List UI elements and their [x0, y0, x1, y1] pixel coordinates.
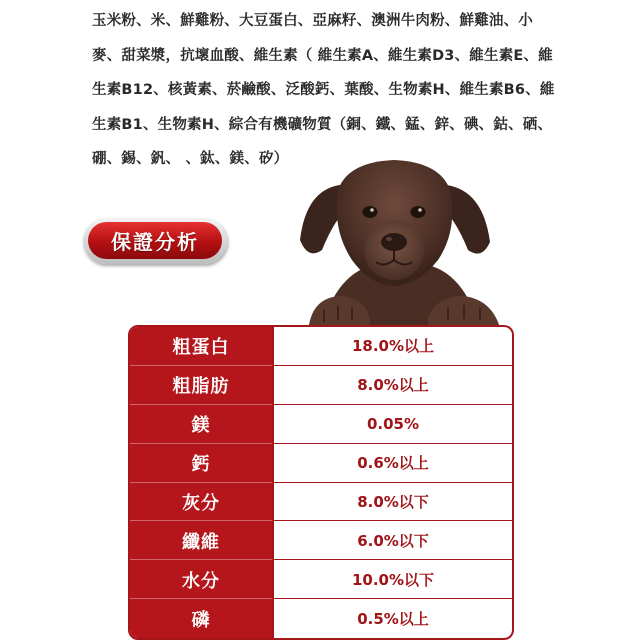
table-row — [130, 599, 512, 638]
nutrient-value: 0.6%以上 — [272, 444, 512, 483]
ingredient-line: 玉米粉、米、鮮雞粉、大豆蛋白、亞麻籽、澳洲牛肉粉、鮮雞油、小 — [92, 13, 533, 29]
table-row — [130, 560, 512, 599]
table-row — [130, 366, 512, 405]
nutrient-label: 灰分 — [182, 492, 220, 514]
nutrient-label: 纖維 — [182, 531, 220, 553]
nutrient-label: 鎂 — [191, 415, 211, 437]
nutrient-label: 粗蛋白 — [172, 337, 230, 359]
nutrient-label: 磷 — [191, 609, 211, 631]
guaranteed-analysis-table — [128, 325, 514, 640]
nutrient-label: 粗脂肪 — [172, 376, 230, 398]
ingredient-line: 硼、錫、釩、 、鈦、鎂、矽） — [92, 151, 289, 167]
guaranteed-analysis-badge — [83, 218, 227, 264]
nutrient-value: 18.0%以上 — [272, 327, 512, 366]
nutrient-label: 鈣 — [191, 454, 211, 476]
table-row — [130, 483, 512, 522]
table-row — [130, 327, 512, 366]
nutrient-value: 8.0%以上 — [272, 366, 512, 405]
nutrient-value: 0.5%以上 — [272, 599, 512, 638]
ingredient-line: 生素B1、生物素H、綜合有機礦物質（銅、鐵、錳、鋅、碘、鈷、硒、 — [92, 116, 553, 133]
nutrient-value: 8.0%以下 — [272, 483, 512, 522]
ingredient-line: 生素B12、核黃素、菸鹼酸、泛酸鈣、葉酸、生物素H、維生素B6、維 — [92, 82, 555, 98]
ingredient-line: 麥、甜菜漿，抗壞血酸、維生素（ 維生素A、維生素D3、維生素E、維 — [92, 47, 553, 64]
nutrient-value: 0.05% — [272, 405, 512, 444]
badge-label: 保證分析 — [88, 222, 222, 259]
table-row — [130, 521, 512, 560]
table-row — [130, 444, 512, 483]
nutrient-value: 6.0%以下 — [272, 521, 512, 560]
nutrient-value: 10.0%以下 — [272, 560, 512, 599]
table-row — [130, 405, 512, 444]
puppy-illustration — [278, 150, 518, 340]
nutrient-label: 水分 — [182, 570, 220, 592]
